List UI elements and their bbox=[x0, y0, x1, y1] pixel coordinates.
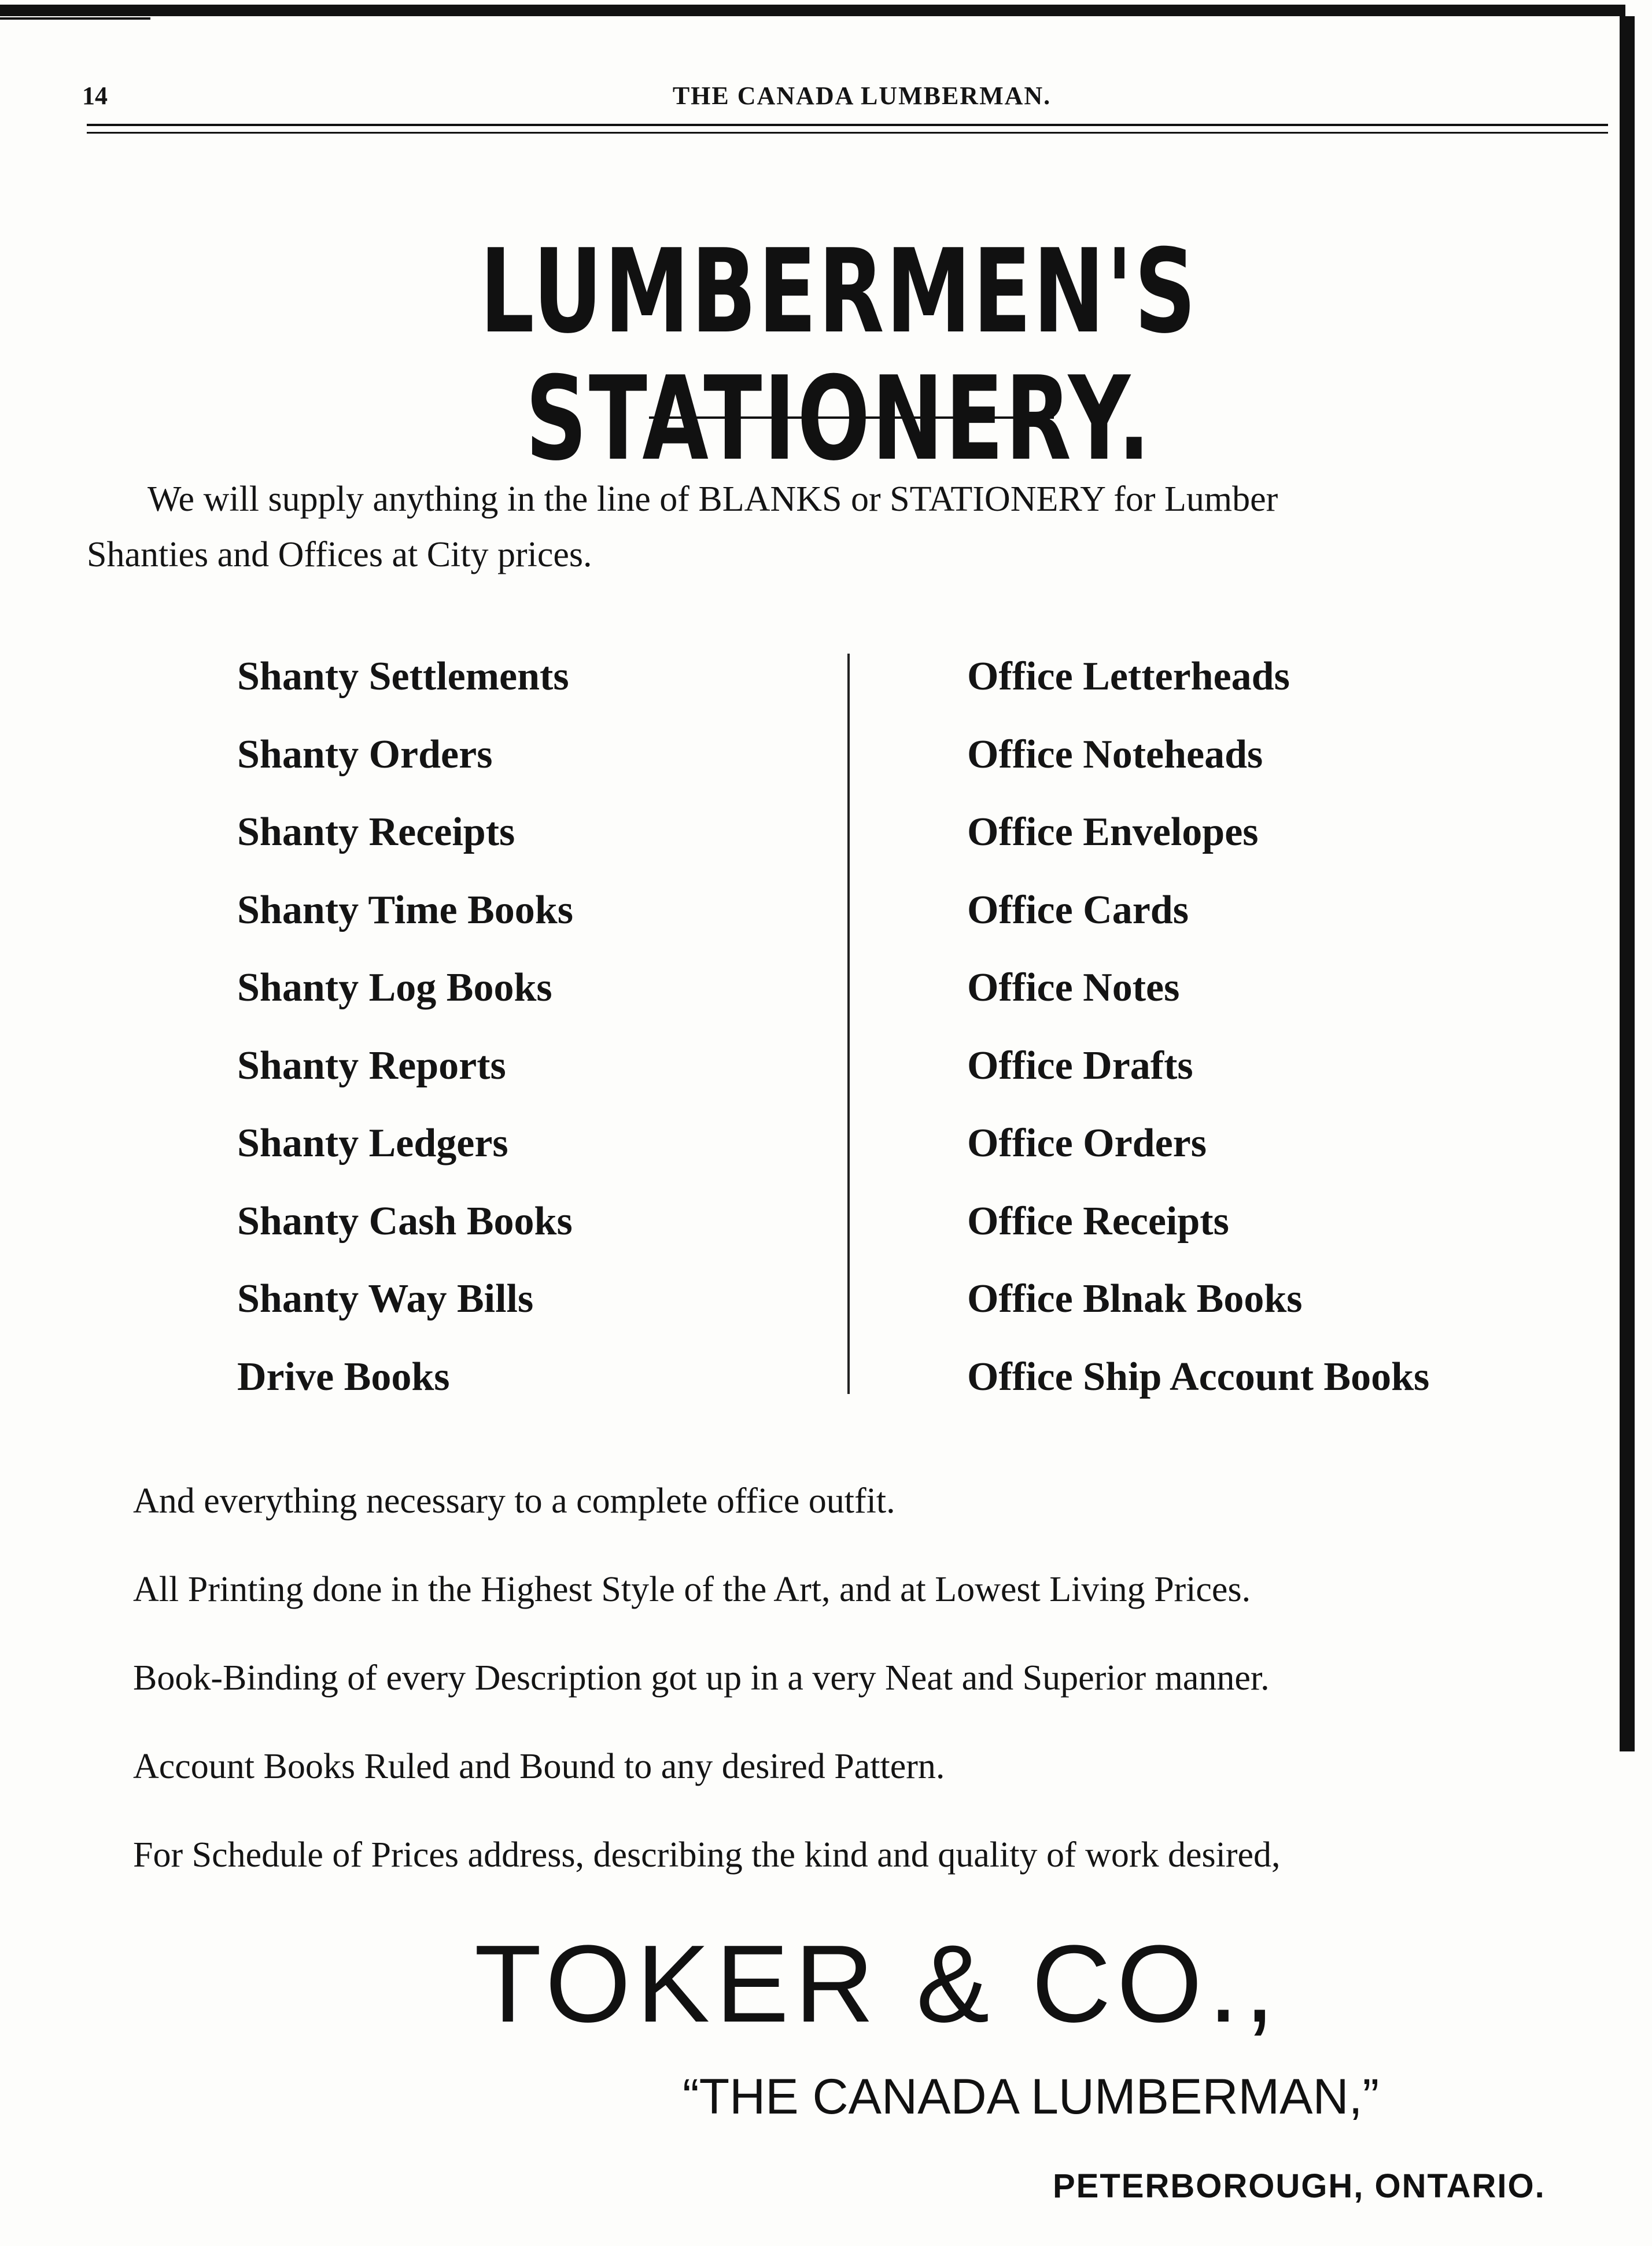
list-item: Office Blnak Books bbox=[967, 1277, 1303, 1321]
office-items-column bbox=[967, 648, 1603, 1426]
page-number: 14 bbox=[82, 82, 108, 110]
intro-paragraph bbox=[87, 471, 1614, 582]
column-divider bbox=[847, 654, 850, 1394]
footer-line: All Printing done in the Highest Style of the Art, and at Lowest Living Prices. bbox=[133, 1570, 1251, 1609]
list-item: Shanty Reports bbox=[237, 1043, 506, 1088]
shanty-items-column bbox=[237, 648, 816, 1426]
list-item: Shanty Way Bills bbox=[237, 1277, 534, 1321]
list-item: Office Letterheads bbox=[967, 654, 1290, 699]
list-item: Office Noteheads bbox=[967, 732, 1263, 777]
running-title: THE CANADA LUMBERMAN. bbox=[672, 82, 1052, 110]
footer-line: And everything necessary to a complete office outfit. bbox=[133, 1481, 895, 1521]
publisher-location: PETERBOROUGH, ONTARIO. bbox=[1053, 2167, 1546, 2205]
header-double-rule bbox=[87, 124, 1608, 134]
headline: LUMBERMEN'S STATIONERY. bbox=[480, 224, 1198, 486]
list-item: Office Orders bbox=[967, 1121, 1207, 1166]
intro-line-1: We will supply anything in the line of BLANKS or STATIONERY for Lumber bbox=[148, 480, 1278, 519]
list-item: Office Cards bbox=[967, 887, 1189, 932]
list-item: Shanty Orders bbox=[237, 732, 493, 777]
publication-name: “THE CANADA LUMBERMAN,” bbox=[683, 2069, 1380, 2125]
footer-line: For Schedule of Prices address, describing the kind and quality of work desired, bbox=[133, 1835, 1281, 1875]
list-item: Shanty Receipts bbox=[237, 810, 515, 854]
list-item: Office Ship Account Books bbox=[967, 1354, 1430, 1399]
list-item: Office Drafts bbox=[967, 1043, 1193, 1088]
top-border-ornament bbox=[0, 12, 150, 20]
list-item: Office Notes bbox=[967, 965, 1180, 1010]
list-item: Shanty Settlements bbox=[237, 654, 569, 699]
list-item: Shanty Time Books bbox=[237, 887, 573, 932]
footer-line: Account Books Ruled and Bound to any desired Pattern. bbox=[133, 1747, 945, 1786]
company-name: TOKER & CO., bbox=[474, 1923, 1281, 2045]
list-item: Shanty Ledgers bbox=[237, 1121, 508, 1166]
list-item: Shanty Cash Books bbox=[237, 1198, 573, 1244]
footer-line: Book-Binding of every Description got up in a very Neat and Superior manner. bbox=[133, 1658, 1270, 1698]
right-border-rule bbox=[1620, 16, 1635, 1751]
list-item: Shanty Log Books bbox=[237, 965, 552, 1010]
footer-paragraphs bbox=[133, 1472, 1614, 1915]
list-item: Office Receipts bbox=[967, 1198, 1229, 1244]
top-border-rule bbox=[0, 5, 1625, 16]
intro-line-2: Shanties and Offices at City prices. bbox=[87, 535, 592, 574]
list-item: Office Envelopes bbox=[967, 810, 1259, 854]
list-item: Drive Books bbox=[237, 1354, 450, 1399]
headline-underline bbox=[649, 416, 1054, 419]
